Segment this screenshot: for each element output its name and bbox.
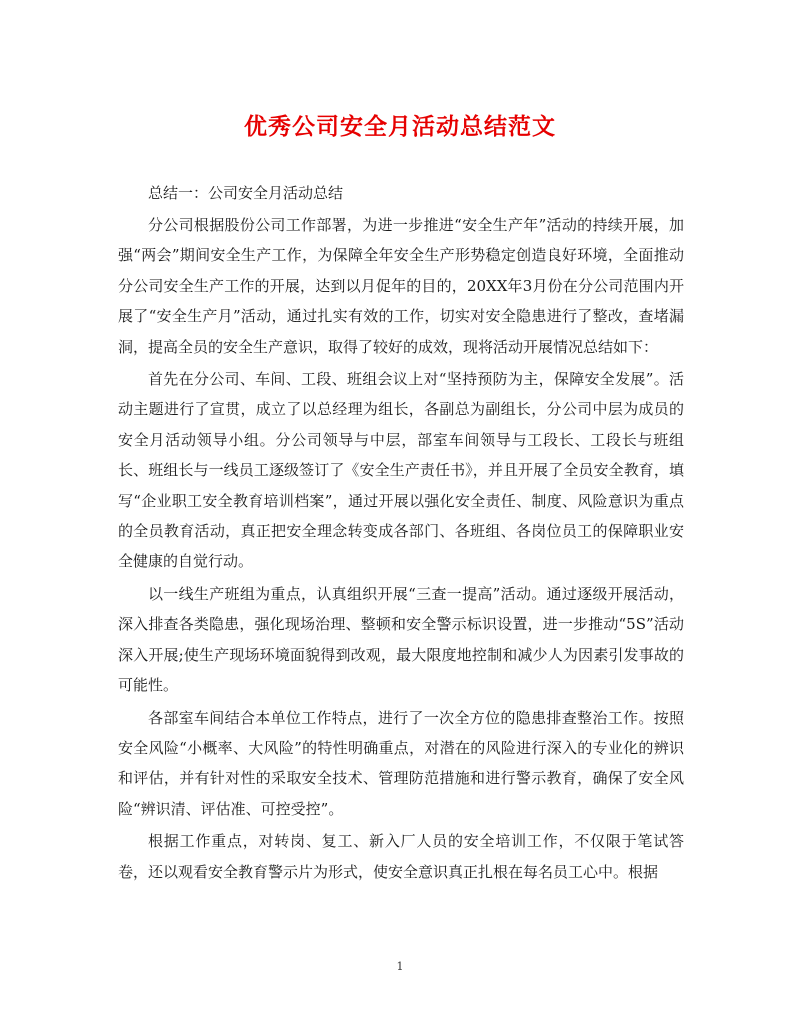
paragraph: 首先在分公司、车间、工段、班组会议上对“坚持预防为主，保障安全发展”。活动主题进行了宣贯，成立了以总经理为组长，各副总为副组长，分公司中层为成员的安全月活动领导小组。分公司领导与中层，部室车间领导与工段长、工段长与班组长、班组长与一线员工逐级签订了《安全生产责任书》，并且开展了全员安全教育，填写“企业职工安全教育培训档案”，通过开展以强化安全责任、制度、风险意识为重点的全员教育活动，真正把安全理念转变成各部门、各班组、各岗位员工的保障职业安全健康的自觉行动。 (118, 370, 684, 571)
section-heading: 总结一：公司安全月活动总结 (148, 184, 344, 202)
paragraph: 各部室车间结合本单位工作特点，进行了一次全方位的隐患排查整治工作。按照安全风险“小概率、大风险”的特性明确重点，对潜在的风险进行深入的专业化的辨识和评估，并有针对性的采取安全技术、管理防范措施和进行警示教育，确保了安全风险“辨识清、评估准、可控受控”。 (118, 708, 684, 818)
page-title: 优秀公司安全月活动总结范文 (244, 113, 556, 140)
paragraph: 根据工作重点，对转岗、复工、新入厂人员的安全培训工作，不仅限于笔试答卷，还以观看安全教育警示片为形式，使安全意识真正扎根在每名员工心中。根据 (118, 832, 684, 881)
page-number: 1 (396, 960, 404, 973)
paragraph: 以一线生产班组为重点，认真组织开展“三查一提高”活动。通过逐级开展活动，深入排查各类隐患，强化现场治理、整顿和安全警示标识设置，进一步推动“5S”活动深入开展;使生产现场环境面貌得到改观，最大限度地控制和减少人为因素引发事故的可能性。 (118, 584, 684, 695)
paragraph: 分公司根据股份公司工作部署，为进一步推进“安全生产年”活动的持续开展，加强“两会”期间安全生产工作，为保障全年安全生产形势稳定创造良好环境，全面推动分公司安全生产工作的开展，达到以月促年的目的，20XX年3月份在分公司范围内开展了“安全生产月”活动，通过扎实有效的工作，切实对安全隐患进行了整改，查堵漏洞，提高全员的安全生产意识，取得了较好的成效，现将活动开展情况总结如下： (118, 216, 684, 356)
document-body (118, 178, 684, 889)
